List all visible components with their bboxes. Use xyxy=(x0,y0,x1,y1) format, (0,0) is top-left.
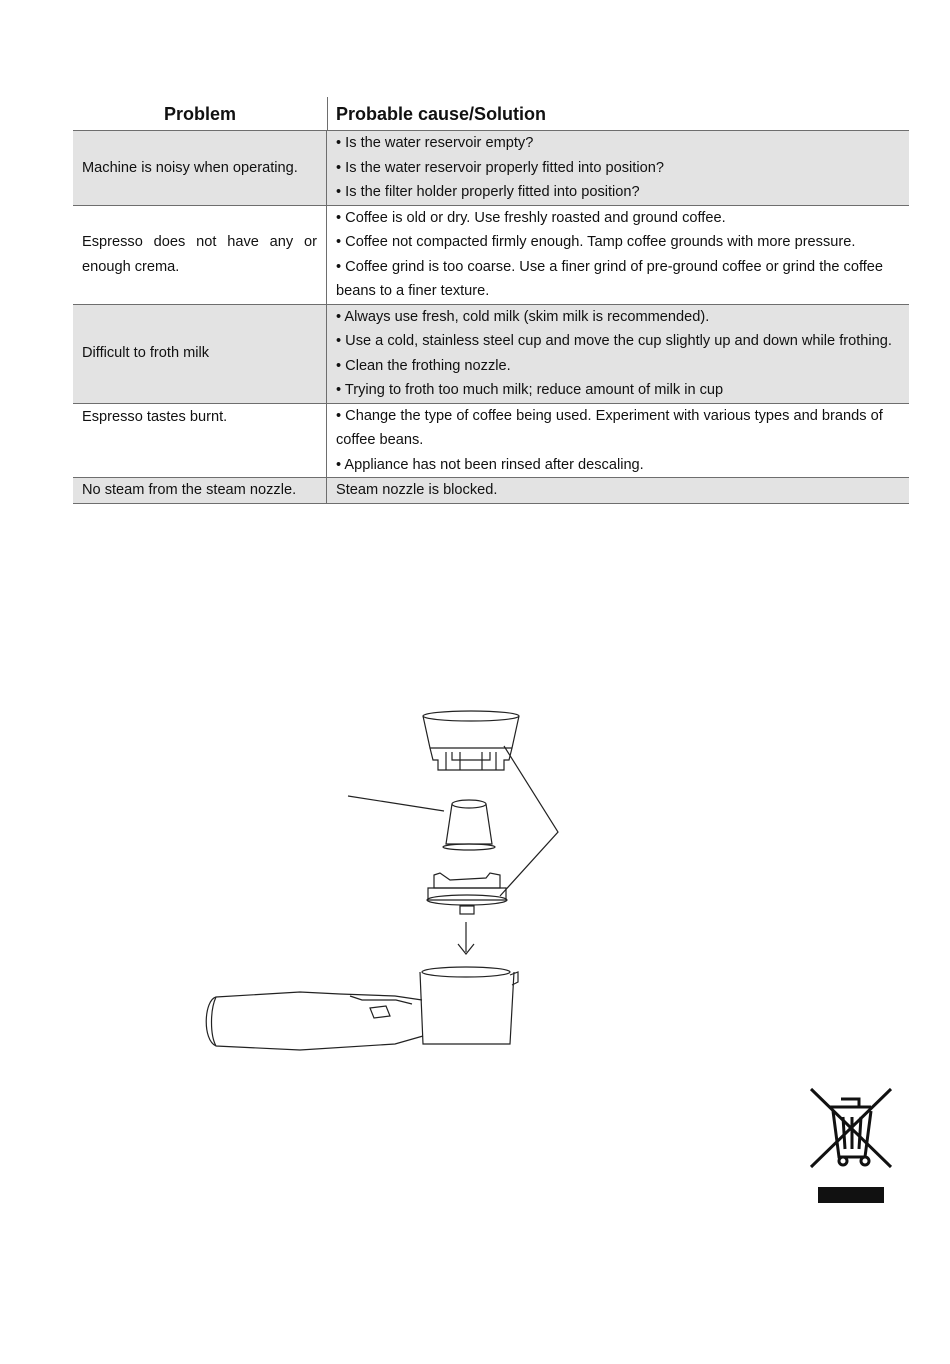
header-problem: Problem xyxy=(163,104,237,124)
header-solution: Probable cause/Solution xyxy=(336,104,547,124)
bracket-lines xyxy=(500,746,558,896)
problem-cell xyxy=(73,478,327,503)
solution-cell xyxy=(327,305,909,403)
table-row xyxy=(73,404,909,479)
solution-item: • Clean the frothing nozzle. xyxy=(336,357,511,374)
problem-text: Espresso does not have any or enough crema. xyxy=(82,234,317,275)
solution-cell xyxy=(327,404,909,478)
capsule-adapter-filter-holder-diagram-icon xyxy=(190,700,570,1060)
table-header xyxy=(73,97,909,131)
solution-item: • Is the water reservoir empty? xyxy=(336,135,534,151)
solution-item: • Trying to froth too much milk; reduce amount of milk in cup xyxy=(336,382,724,398)
table-row xyxy=(73,206,909,305)
weee-crossed-out-bin-icon xyxy=(805,1085,897,1207)
table-row xyxy=(73,478,909,504)
filter-basket xyxy=(423,711,519,770)
problem-text: No steam from the steam nozzle. xyxy=(82,482,297,498)
capsule-adapter xyxy=(427,873,507,914)
table-row xyxy=(73,131,909,206)
solution-item: • Coffee grind is too coarse. Use a finer grind of pre-ground coffee or grind the coffee beans to a finer texture. xyxy=(336,258,884,299)
solution-item: Steam nozzle is blocked. xyxy=(336,482,498,498)
solution-cell xyxy=(327,131,909,205)
problem-text: Espresso tastes burnt. xyxy=(82,408,228,425)
solution-item: • Appliance has not been rinsed after descaling. xyxy=(336,456,644,473)
problem-cell xyxy=(73,404,327,478)
capsule-pointer-line xyxy=(348,796,444,811)
table-row xyxy=(73,305,909,404)
solution-cell xyxy=(327,206,909,304)
solution-item: • Coffee is old or dry. Use freshly roasted and ground coffee. xyxy=(336,209,726,226)
solution-item: • Use a cold, stainless steel cup and move the cup slightly up and down while frothing. xyxy=(336,333,892,349)
problem-cell xyxy=(73,131,327,205)
solution-item: • Is the filter holder properly fitted into position? xyxy=(336,184,640,200)
solution-item: • Always use fresh, cold milk (skim milk is recommended). xyxy=(336,308,710,325)
solution-item: • Coffee not compacted firmly enough. Tamp coffee grounds with more pressure. xyxy=(336,234,856,250)
problem-text: Machine is noisy when operating. xyxy=(82,159,298,176)
filter-holder xyxy=(206,967,518,1050)
troubleshooting-table xyxy=(73,97,909,504)
insert-arrow xyxy=(458,922,474,954)
column-divider xyxy=(327,97,328,130)
problem-cell xyxy=(73,206,327,304)
capsule xyxy=(443,800,495,850)
solution-item: • Is the water reservoir properly fitted into position? xyxy=(336,159,664,176)
problem-text: Difficult to froth milk xyxy=(82,345,210,362)
problem-cell xyxy=(73,305,327,403)
solution-item: • Change the type of coffee being used. Experiment with various types and brands of coffee beans. xyxy=(336,407,883,448)
solution-cell xyxy=(327,478,909,503)
